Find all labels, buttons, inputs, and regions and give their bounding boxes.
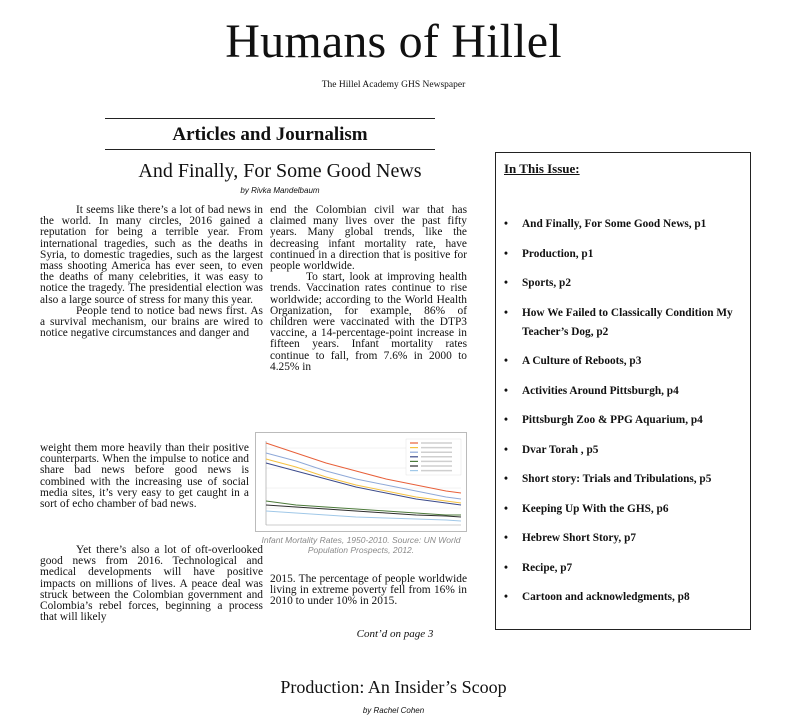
newspaper-subtitle: The Hillel Academy GHS Newspaper [321,80,466,90]
issue-list-item: • Keeping Up With the GHS, p6 [504,500,749,519]
figure-caption: Infant Mortality Rates, 1950-2010. Source: UN World Population Prospects, 2012. [261,535,461,555]
infant-mortality-chart [255,432,467,532]
issue-list-item: • How We Failed to Classically Condition My Teacher’s Dog, p2 [504,304,749,342]
article-paragraph: Yet there’s also a lot of oft-overlooked good news from 2016. Technological and medical developments will have positive impacts on millions of lives. A peace deal was struck between the Colombian government and Colombia’s rebel forces, beginning a process that will likely [40,544,263,624]
article-column-left [40,205,263,339]
article-column-left-bottom [40,545,263,623]
issue-list-item: • Dvar Torah , p5 [504,441,749,460]
issue-list-item: • Hebrew Short Story, p7 [504,529,749,548]
chart-legend [406,439,461,475]
issue-list-item: • Production, p1 [504,245,749,264]
issue-list-item: • Sports, p2 [504,274,749,293]
next-article-byline: by Rachel Cohen [362,706,425,715]
article-title: And Finally, For Some Good News [138,160,422,182]
issue-list-item: • A Culture of Reboots, p3 [504,352,749,371]
article-byline: by Rivka Mandelbaum [240,186,320,195]
chart-series-line [266,505,461,517]
continued-notice: Cont’d on page 3 [356,628,434,640]
in-this-issue-list [504,215,749,618]
article-paragraph: It seems like there’s a lot of bad news in the world. In many circles, 2016 gained a reputation for being a terrible year. From international tragedies, such as the deaths in Syria, to domestic tragedies, such as the largest mass shooting America has ever seen, to even the deaths of many celebrities, it was easy to notice the tragedy. The presidential election was also a large source of stress for many this year. [40,204,263,306]
next-article-title: Production: An Insider’s Scoop [280,677,507,697]
newspaper-masthead: Humans of Hillel [225,15,562,68]
section-rule-top [105,118,435,119]
article-paragraph: 2015. The percentage of people worldwide living in extreme poverty fell from 16% in 2010 to under 10% in 2015. [270,573,467,608]
issue-list-item: • Pittsburgh Zoo & PPG Aquarium, p4 [504,411,749,430]
article-paragraph: weight them more heavily than their positive counterparts. When the impulse to notice and share bad news before good news is combined with the increasing use of social media sites, it’s very easy to get caught in a sort of echo chamber of bad news. [40,442,249,511]
issue-list-item: • Cartoon and acknowledgments, p8 [504,588,749,607]
section-heading: Articles and Journalism [172,124,368,145]
article-column-right [270,205,467,373]
in-this-issue-title: In This Issue: [504,161,580,176]
chart-figure-svg [256,433,466,531]
article-column-right-bottom [270,574,467,608]
article-paragraph: To start, look at improving health trends. Vaccination rates continue to rise worldwide; according to the World Health Organization, for example, 86% of children were vaccinated with the DTP3 vaccine, a 14-percentage-point increase in fifteen years. Infant mortality rates continue to fall, from 7.6% in 2000 to 4.25% in [270,271,467,373]
issue-list-item: • Short story: Trials and Tribulations, p5 [504,470,749,489]
article-paragraph: end the Colombian civil war that has claimed many lives over the past fifty years. Many global trends, like the decreasing infant mortality rate, have continued in a direction that is positive for people worldwide. [270,204,467,273]
section-rule-bottom [105,149,435,150]
article-paragraph: People tend to notice bad news first. As a survival mechanism, our brains are wired to notice negative circumstances and danger and [40,304,263,340]
in-this-issue-box [495,152,751,630]
issue-list-item: • Recipe, p7 [504,559,749,578]
issue-list-item: • And Finally, For Some Good News, p1 [504,215,749,234]
article-column-left-wrap [40,443,249,510]
issue-list-item: • Activities Around Pittsburgh, p4 [504,382,749,401]
